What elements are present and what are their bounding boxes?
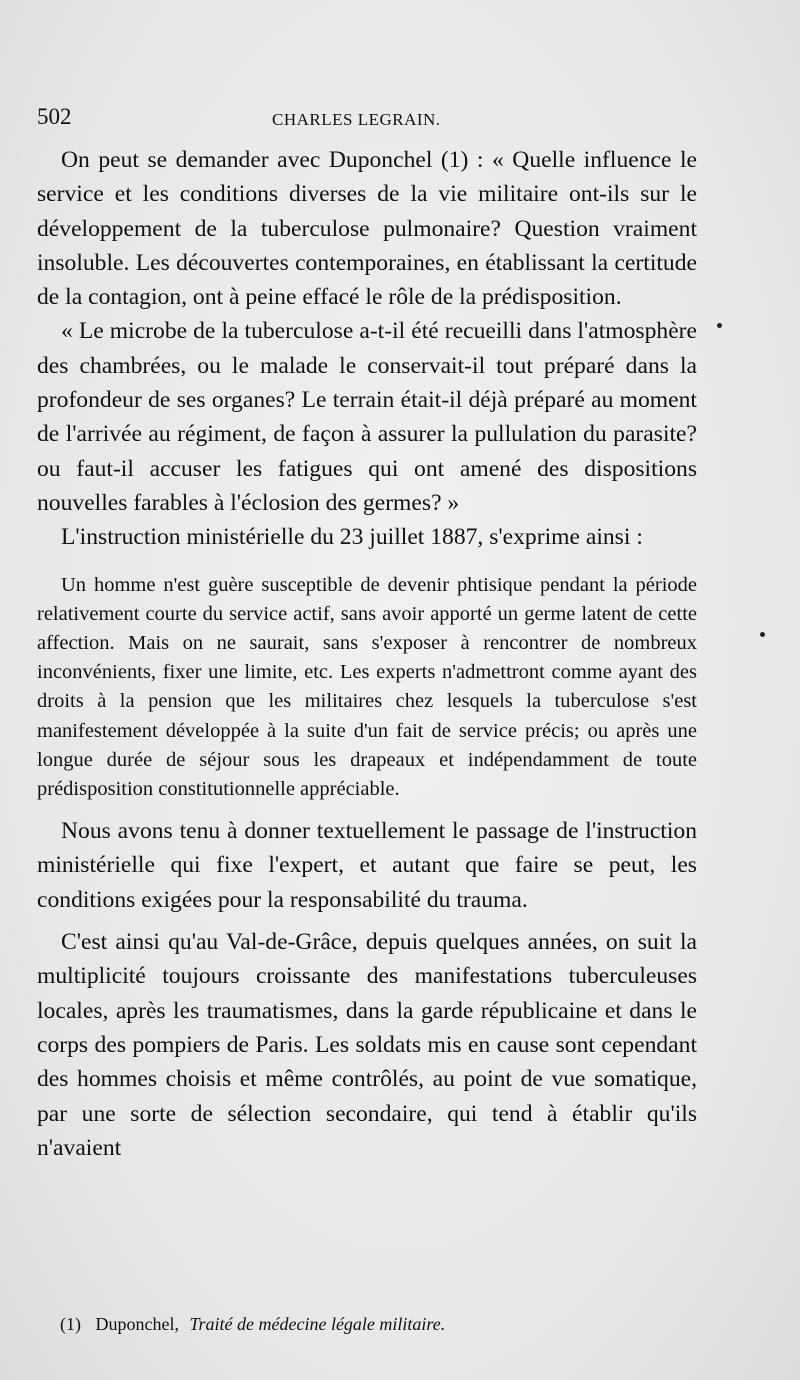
paragraph-5: C'est ainsi qu'au Val-de-Grâce, depuis quelques années, on suit la multiplicité toujours croissante des manifestations tuberculeuses locales, après les traumatismes, dans la garde républicaine et dans le corps des pompiers de Paris. Les soldats mis en cause sont cependant des hommes choisis et même contrôlés, au point de vue somatique, par une sorte de sélection secondaire, qui tend à établir qu'ils n'avaient [37,929,697,1161]
footnote-marker: (1) [60,1314,81,1334]
paragraph-4: Nous avons tenu à donner textuellement le passage de l'instruction ministérielle qui fixe l'expert, et autant que faire se peut, les conditions exigées pour la responsabilité du trauma. [37,818,697,913]
ink-speck [717,323,722,328]
footnote [60,1314,700,1335]
paragraph-3: L'instruction ministérielle du 23 juillet 1887, s'exprime ainsi : [61,524,643,551]
running-head: CHARLES LEGRAIN. [272,110,441,129]
page-header [37,104,697,134]
body-text [37,143,697,1165]
paragraph-2: « Le microbe de la tuberculose a-t-il été recueilli dans l'atmosphère des chambrées, ou le malade le conservait-il tout préparé dans la profondeur de ses organes? Le terrain était-il déjà préparé au moment de l'arrivée au régiment, de façon à assurer la pullulation du parasite? ou faut-il accuser les fatigues qui ont amené des dispositions nouvelles farables à l'éclosion des germes? » [37,318,697,516]
paragraph-1: On peut se demander avec Duponchel (1) : « Quelle influence le service et les conditions diverses de la vie militaire ont-ils sur le développement de la tuberculose pulmonaire? Question vraiment insoluble. Les découvertes contemporaines, en établissant la certitude de la contagion, ont à peine effacé le rôle de la prédisposition. [37,147,697,311]
quoted-instruction [37,571,697,805]
footnote-author: Duponchel, [95,1314,179,1334]
page-number: 502 [37,104,72,129]
footnote-title: Traité de médecine légale militaire. [189,1314,446,1334]
quoted-instruction-text: Un homme n'est guère susceptible de devenir phtisique pendant la période relativement courte du service actif, sans avoir apporté un germe latent de cette affection. Mais on ne saurait, sans s'exposer à rencontrer de nombreux inconvénients, fixer une limite, etc. Les experts n'admettront comme ayant des droits à la pension que les militaires chez lesquels la tuberculose s'est manifestement développée à la suite d'un fait de service précis; ou après une longue durée de séjour sous les drapeaux et indépendamment de toute prédisposition constitutionnelle appréciable. [37,573,697,800]
ink-speck [760,632,765,637]
